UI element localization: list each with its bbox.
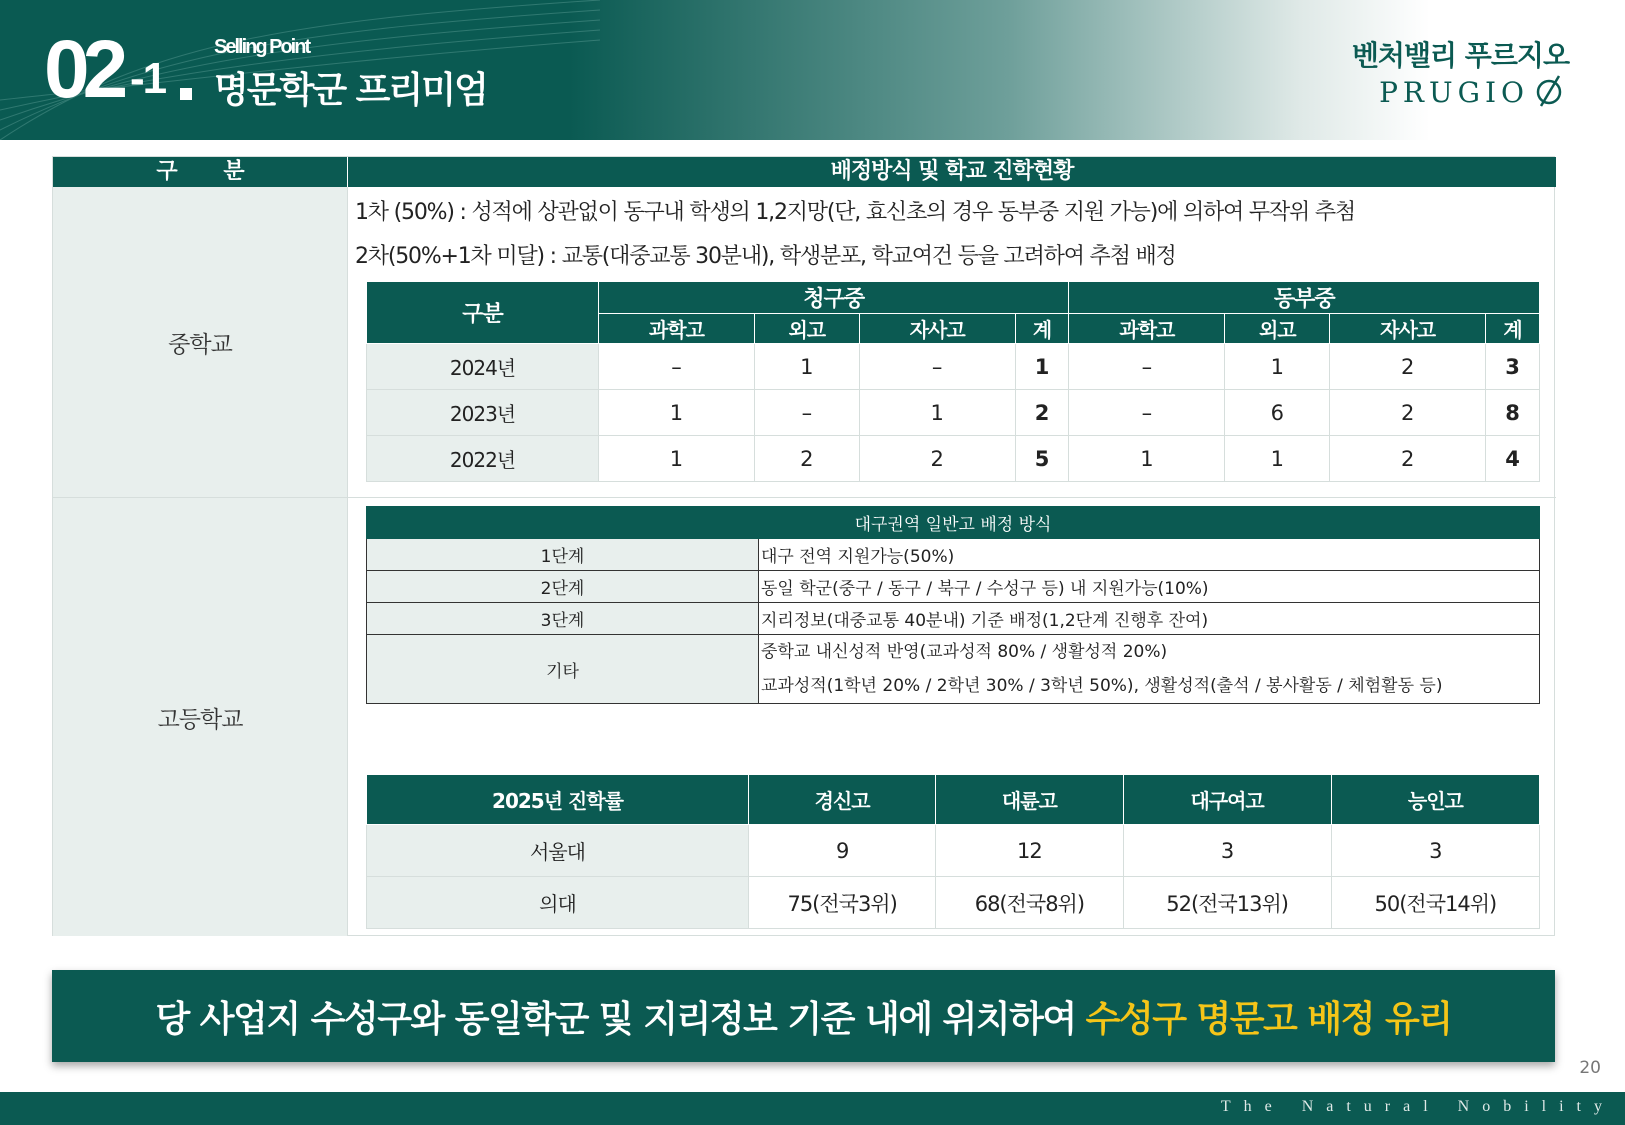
allocation-stage: 1단계 [367, 539, 759, 571]
header-category: 구 분 [53, 157, 348, 187]
ms-total-cell: 8 [1486, 390, 1540, 436]
admission-cell: 52(전국13위) [1123, 877, 1331, 929]
table-row [367, 539, 1540, 571]
admission-header: 2025년 진학률 [367, 775, 749, 825]
admission-row-label: 서울대 [367, 825, 749, 877]
summary-banner [52, 970, 1555, 1062]
admission-cell: 68(전국8위) [936, 877, 1123, 929]
allocation-stage: 3단계 [367, 603, 759, 635]
allocation-table [366, 506, 1540, 704]
ms-subheader: 계 [1015, 314, 1069, 344]
section-subnumber: -1 [130, 54, 166, 103]
admission-cell: 50(전국14위) [1331, 877, 1539, 929]
admission-header: 대구여고 [1123, 775, 1331, 825]
section-dot [180, 88, 192, 100]
page-number: 20 [1579, 1058, 1601, 1078]
ms-total-cell: 4 [1486, 436, 1540, 482]
ms-cell: 6 [1225, 390, 1330, 436]
middle-school-table [366, 281, 1540, 482]
table-row [367, 603, 1540, 635]
middle-school-label: 중학교 [53, 187, 348, 497]
ms-cell: – [1069, 390, 1225, 436]
ms-cell: – [859, 344, 1015, 390]
ms-cell: 1 [599, 390, 755, 436]
admission-cell: 9 [749, 825, 936, 877]
ms-total-cell: 5 [1015, 436, 1069, 482]
table-row [367, 825, 1540, 877]
ms-cell: 1 [1225, 344, 1330, 390]
content-table [52, 156, 1555, 936]
ms-cell: 2 [1330, 436, 1486, 482]
table-row [367, 571, 1540, 603]
admission-cell: 3 [1123, 825, 1331, 877]
ms-subheader: 계 [1486, 314, 1540, 344]
brand-name-english: PRUGIO [1379, 76, 1529, 109]
ms-total-cell: 2 [1015, 390, 1069, 436]
table-row [367, 877, 1540, 929]
banner-text: 당 사업지 수성구와 동일학군 및 지리정보 기준 내에 위치하여 [155, 998, 1076, 1040]
ms-cell: 2 [1330, 344, 1486, 390]
ms-school-a-header: 청구중 [599, 282, 1069, 314]
admission-table [366, 774, 1540, 929]
ms-subheader: 외고 [1225, 314, 1330, 344]
admission-header: 경신고 [749, 775, 936, 825]
ms-subheader: 과학고 [599, 314, 755, 344]
ms-subheader: 자사고 [859, 314, 1015, 344]
ms-cell: 2 [754, 436, 859, 482]
ms-total-cell: 3 [1486, 344, 1540, 390]
allocation-stage: 2단계 [367, 571, 759, 603]
ms-cell: – [754, 390, 859, 436]
middle-school-rule-1: 1차 (50%) : 성적에 상관없이 동구내 학생의 1,2지망(단, 효신초의 경우 동부중 지원 가능)에 의하여 무작위 추첨 [355, 200, 1355, 225]
footer-tagline: The Natural Nobility [1220, 1098, 1615, 1115]
section-kicker: Selling Point [214, 36, 310, 58]
admission-cell: 12 [936, 825, 1123, 877]
section-number: 02 [44, 24, 122, 115]
ms-cell: – [599, 344, 755, 390]
table-row [367, 344, 1540, 390]
ms-year-cell: 2022년 [367, 436, 599, 482]
allocation-title: 대구권역 일반고 배정 방식 [367, 507, 1540, 539]
ms-cell: 2 [859, 436, 1015, 482]
allocation-desc: 대구 전역 지원가능(50%) [759, 539, 1540, 571]
page-header [0, 0, 1625, 140]
ms-corner-header: 구분 [367, 282, 599, 344]
table-row [367, 436, 1540, 482]
ms-subheader: 외고 [754, 314, 859, 344]
admission-cell: 75(전국3위) [749, 877, 936, 929]
page-footer [0, 1092, 1625, 1125]
high-school-label: 고등학교 [53, 498, 348, 936]
allocation-etc-line-1: 중학교 내신성적 반영(교과성적 80% / 생활성적 20%) [761, 642, 1168, 662]
ms-total-cell: 1 [1015, 344, 1069, 390]
ms-cell: 1 [859, 390, 1015, 436]
ms-cell: 1 [1225, 436, 1330, 482]
ms-year-cell: 2023년 [367, 390, 599, 436]
table-row [367, 635, 1540, 704]
allocation-desc-multi [759, 635, 1540, 704]
allocation-stage: 기타 [367, 635, 759, 704]
admission-row-label: 의대 [367, 877, 749, 929]
ms-cell: 1 [599, 436, 755, 482]
ms-subheader: 자사고 [1330, 314, 1486, 344]
middle-school-rule-2: 2차(50%+1차 미달) : 교통(대중교통 30분내), 학생분포, 학교여건 등을 고려하여 추첨 배정 [355, 244, 1176, 269]
ms-cell: 1 [1069, 436, 1225, 482]
admission-cell: 3 [1331, 825, 1539, 877]
banner-highlight: 수성구 명문고 배정 유리 [1085, 998, 1452, 1040]
page-title: 명문학군 프리미엄 [214, 70, 487, 111]
ms-year-cell: 2024년 [367, 344, 599, 390]
ms-cell: – [1069, 344, 1225, 390]
allocation-desc: 지리정보(대중교통 40분내) 기준 배정(1,2단계 진행후 잔여) [759, 603, 1540, 635]
brand-name-korean: 벤처밸리 푸르지오 [1351, 39, 1569, 72]
header-allocation: 배정방식 및 학교 진학현황 [830, 159, 1074, 184]
admission-header: 능인고 [1331, 775, 1539, 825]
allocation-desc: 동일 학군(중구 / 동구 / 북구 / 수성구 등) 내 지원가능(10%) [759, 571, 1540, 603]
table-row [367, 390, 1540, 436]
ms-cell: 1 [754, 344, 859, 390]
ms-subheader: 과학고 [1069, 314, 1225, 344]
ms-school-b-header: 동부중 [1069, 282, 1540, 314]
ms-cell: 2 [1330, 390, 1486, 436]
prugio-logo-icon [1533, 74, 1565, 108]
admission-header: 대륜고 [936, 775, 1123, 825]
allocation-etc-line-2: 교과성적(1학년 20% / 2학년 30% / 3학년 50%), 생활성적(출석 / 봉사활동 / 체험활동 등) [761, 676, 1443, 696]
content-table-header [53, 157, 1556, 187]
